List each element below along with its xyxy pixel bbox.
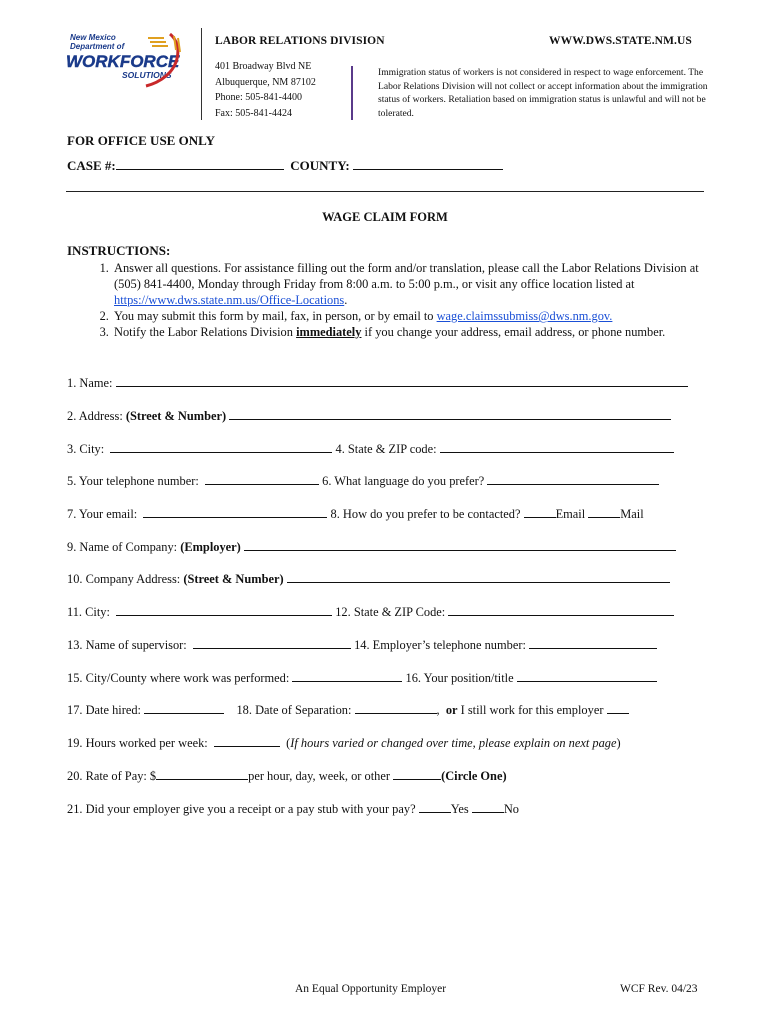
field-row-14: 21. Did your employer give you a receipt or a pay stub with your pay? Yes No xyxy=(67,802,519,816)
date-hired-label: 17. Date hired: xyxy=(67,703,141,717)
instruction-3: 3. Notify the Labor Relations Division immediately if you change your address, email address, or phone number. xyxy=(112,324,707,340)
company-city-label: 11. City: xyxy=(67,605,110,619)
pay-rate-input[interactable] xyxy=(156,768,248,780)
company-state-zip-input[interactable] xyxy=(448,604,674,616)
address-line2: Albuquerque, NM 87102 xyxy=(215,76,316,88)
company-input[interactable] xyxy=(244,539,676,551)
field-row-10 xyxy=(67,670,657,686)
pay-period-label: per hour, day, week, or other xyxy=(248,769,390,783)
address-label: 2. Address: xyxy=(67,409,126,423)
company-address-input[interactable] xyxy=(287,571,670,583)
phone: Phone: 505-841-4400 xyxy=(215,92,302,103)
city-label: 3. City: xyxy=(67,442,105,456)
telephone-label: 5. Your telephone number: xyxy=(67,474,199,488)
position-input[interactable] xyxy=(517,670,657,682)
immigration-notice: Immigration status of workers is not considered in respect to wage enforcement. The Labor Relations Division will not collect or accept information about the immigration status of workers. Retaliation based on immigration status is unlawful and will not be tolerated. xyxy=(378,67,708,119)
pay-stub-label: 21. Did your employer give you a receipt or a pay stub with your pay? xyxy=(67,802,416,816)
supervisor-input[interactable] xyxy=(193,637,351,649)
language-label: 6. What language do you prefer? xyxy=(322,474,485,488)
employer-phone-input[interactable] xyxy=(529,637,657,649)
supervisor-label: 13. Name of supervisor: xyxy=(67,638,187,652)
logo-graphic xyxy=(62,30,188,96)
still-employed-blank[interactable] xyxy=(607,702,629,714)
county-label: COUNTY: xyxy=(290,158,350,173)
email-input[interactable] xyxy=(143,506,327,518)
name-input[interactable] xyxy=(116,375,688,387)
email-link[interactable]: wage.claimssubmiss@dws.nm.gov. xyxy=(436,309,613,323)
company-label: 9. Name of Company: xyxy=(67,540,181,554)
field-row-8 xyxy=(67,604,674,620)
hours-label: 19. Hours worked per week: xyxy=(67,736,208,750)
instruction-2: 2. You may submit this form by mail, fax, in person, or by email to wage.claimssubmiss@dws.nm.gov. xyxy=(112,308,707,324)
instructions-list xyxy=(67,260,707,340)
circle-one-note: (Circle One) xyxy=(441,769,507,783)
case-number-field[interactable] xyxy=(116,158,284,170)
hours-note: If hours varied or changed over time, please explain on next page xyxy=(290,736,617,750)
field-row-12: 19. Hours worked per week: (If hours varied or changed over time, please explain on next page) xyxy=(67,736,621,750)
pay-stub-yes-blank[interactable] xyxy=(419,801,451,813)
field-row-6: 9. Name of Company: (Employer) xyxy=(67,539,676,555)
field-row-2: 2. Address: (Street & Number) xyxy=(67,408,671,424)
division-name: LABOR RELATIONS DIVISION xyxy=(215,35,385,47)
section-divider xyxy=(66,191,704,192)
email-label: 7. Your email: xyxy=(67,507,138,521)
office-address xyxy=(215,59,316,121)
footer-revision: WCF Rev. 04/23 xyxy=(620,983,698,995)
telephone-input[interactable] xyxy=(205,473,319,485)
header-divider-left xyxy=(201,28,202,120)
company-city-input[interactable] xyxy=(116,604,332,616)
logo-line4: SOLUTIONS xyxy=(122,70,172,80)
office-use-fields xyxy=(67,158,503,174)
position-label: 16. Your position/title xyxy=(405,671,514,685)
field-row-7: 10. Company Address: (Street & Number) xyxy=(67,571,670,587)
name-label: 1. Name: xyxy=(67,376,113,390)
office-use-heading: FOR OFFICE USE ONLY xyxy=(67,133,215,148)
contact-mail-blank[interactable] xyxy=(588,506,620,518)
contact-email-blank[interactable] xyxy=(524,506,556,518)
nm-workforce-solutions-logo xyxy=(62,30,188,96)
company-state-zip-label: 12. State & ZIP Code: xyxy=(335,605,446,619)
pay-rate-label: 20. Rate of Pay: $ xyxy=(67,769,157,783)
instructions-heading: INSTRUCTIONS: xyxy=(67,243,171,258)
date-hired-input[interactable] xyxy=(144,702,224,714)
address-input[interactable] xyxy=(229,408,671,420)
county-field[interactable] xyxy=(353,158,503,170)
state-zip-label: 4. State & ZIP code: xyxy=(335,442,437,456)
pay-period-other-input[interactable] xyxy=(393,768,441,780)
company-address-label: 10. Company Address: xyxy=(67,572,184,586)
footer-eoe: An Equal Opportunity Employer xyxy=(295,983,447,995)
field-row-3 xyxy=(67,441,674,457)
field-row-1 xyxy=(67,375,688,391)
hours-input[interactable] xyxy=(214,735,280,747)
field-row-5: 7. Your email: 8. How do you prefer to be contacted? Email Mail xyxy=(67,507,644,521)
contact-pref-label: 8. How do you prefer to be contacted? xyxy=(330,507,521,521)
logo-line2: Department of xyxy=(70,42,125,51)
work-location-input[interactable] xyxy=(292,670,402,682)
logo-line1: New Mexico xyxy=(70,33,116,42)
office-locations-link[interactable]: https://www.dws.state.nm.us/Office-Locations xyxy=(114,293,345,307)
city-input[interactable] xyxy=(110,441,332,453)
logo-line3: WORKFORCE xyxy=(66,52,180,71)
work-location-label: 15. City/County where work was performed: xyxy=(67,671,290,685)
website: WWW.DWS.STATE.NM.US xyxy=(549,35,692,47)
field-row-4 xyxy=(67,473,659,489)
form-title: WAGE CLAIM FORM xyxy=(322,210,448,224)
field-row-11: 17. Date hired: 18. Date of Separation: , or I still work for this employer xyxy=(67,702,629,718)
employer-phone-label: 14. Employer’s telephone number: xyxy=(354,638,526,652)
separation-label: 18. Date of Separation: xyxy=(236,703,352,717)
header-divider-right xyxy=(351,66,353,120)
address-line1: 401 Broadway Blvd NE xyxy=(215,61,312,72)
language-input[interactable] xyxy=(487,473,659,485)
field-row-13 xyxy=(67,768,507,784)
separation-input[interactable] xyxy=(355,702,437,714)
case-label: CASE #: xyxy=(67,158,116,173)
state-zip-input[interactable] xyxy=(440,441,674,453)
fax: Fax: 505-841-4424 xyxy=(215,107,292,119)
field-row-9 xyxy=(67,637,657,653)
instruction-1: 1. Answer all questions. For assistance filling out the form and/or translation, please call the Labor Relations Division at (505) 841-4400, Monday through Friday from 8:00 a.m. to 5:00 p.m., or visit any office location listed at https://www.dws.state.nm.us/Office-Locations. xyxy=(112,260,707,308)
pay-stub-no-blank[interactable] xyxy=(472,801,504,813)
